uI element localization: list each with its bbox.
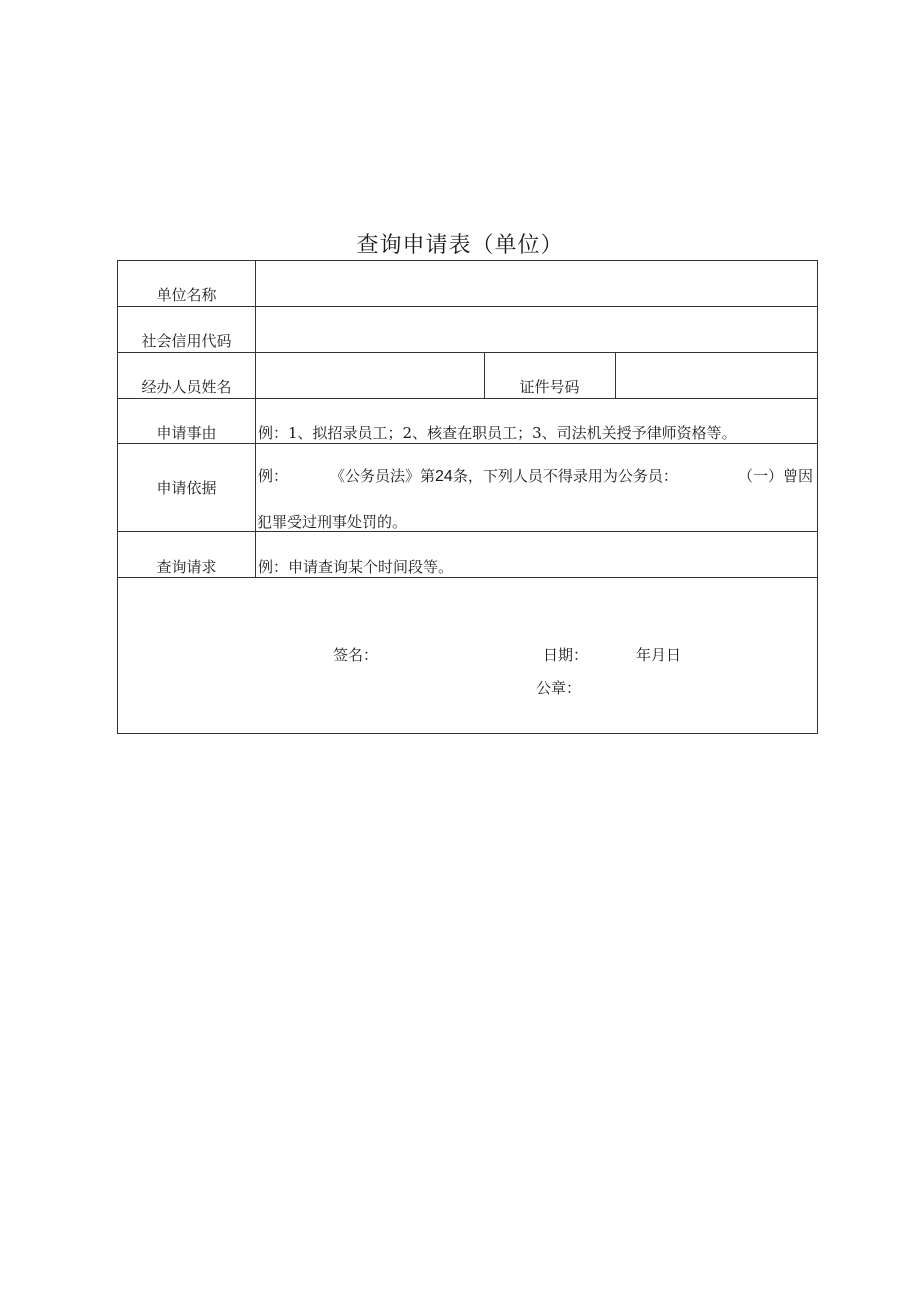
basis-label: 申请依据	[156, 479, 217, 497]
article-text: 条，下列人员不得录用为公务员：	[452, 467, 678, 485]
basis-line-2: 犯罪受过刑事处罚的。	[257, 513, 408, 531]
column-divider	[255, 261, 256, 577]
law-name: 《公务员法》第	[330, 467, 436, 485]
row-divider	[118, 306, 817, 307]
application-form-table	[117, 260, 818, 734]
basis-prefix: 例：	[258, 467, 289, 485]
id-number-label: 证件号码	[519, 378, 580, 396]
credit-code-label: 社会信用代码	[141, 332, 232, 350]
row-divider	[118, 352, 817, 353]
signature-label: 签名：	[333, 646, 379, 664]
handler-name-label: 经办人员姓名	[141, 378, 232, 396]
date-label: 日期：	[543, 646, 589, 664]
basis-clause: （一）曾因	[738, 467, 814, 485]
form-title: 查询申请表（单位）	[356, 233, 564, 258]
row-divider	[118, 443, 817, 444]
row-divider	[118, 398, 817, 399]
basis-law-text	[330, 467, 678, 486]
request-label: 查询请求	[156, 558, 217, 576]
date-units: 年月日	[636, 646, 682, 664]
row-divider	[118, 531, 817, 532]
reason-label: 申请事由	[156, 424, 217, 442]
seal-label: 公章：	[536, 679, 582, 697]
request-field[interactable]: 例：申请查询某个时间段等。	[258, 558, 454, 576]
article-number: 24	[435, 468, 453, 485]
row-divider	[118, 577, 817, 578]
column-divider	[615, 352, 616, 398]
reason-field[interactable]: 例：1、拟招录员工；2、核查在职员工；3、司法机关授予律师资格等。	[258, 424, 737, 442]
unit-name-label: 单位名称	[156, 286, 217, 304]
